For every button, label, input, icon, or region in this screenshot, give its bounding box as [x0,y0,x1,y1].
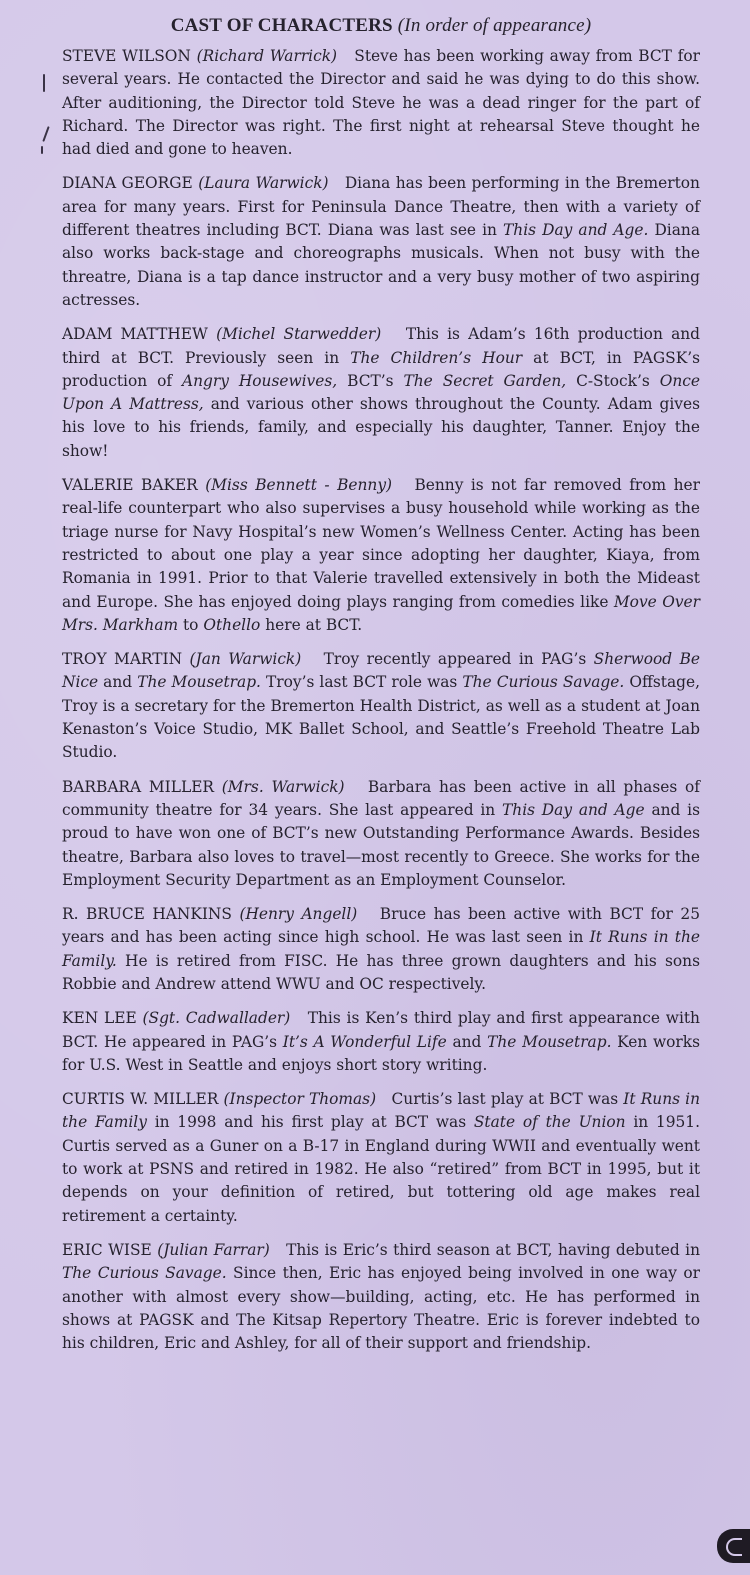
bio-bruce-hankins [62,903,700,996]
bio-eric-wise [62,1239,700,1355]
bio-text: Ken works for U.S. West in Seattle and enjoys short story writing. [62,1032,701,1074]
show-title: Angry Housewives, [181,371,338,390]
bio-text: in 1951. Curtis served as a Guner on a B-17 in England during WWII and eventually went to work at PSNS and retired in 1982. He also “retired” from BCT in 1995, but it depends on your definition of retired, but tottering old age makes real retirement a certainty. [62,1113,700,1225]
show-title: It’s A Wonderful Life [282,1032,447,1051]
bio-text: to [178,615,204,634]
character-name: (Mrs. Warwick) [221,777,345,796]
actor-name: BARBARA MILLER [62,777,215,796]
bio-text: He is retired from FISC. He has three grown daughters and his sons Robbie and Andrew attend WWU and OC respectively. [62,951,700,993]
bio-text: Troy recently appeared in PAG’s [323,650,594,669]
show-title: State of the Union [473,1113,626,1132]
character-name: (Sgt. Cadwallader) [142,1009,291,1028]
show-title: The Curious Savage. [462,673,625,692]
bio-text: at BCT, in PAGSK’s production of [62,348,700,390]
character-name: (Julian Farrar) [157,1240,270,1259]
character-name: (Inspector Thomas) [223,1090,377,1109]
show-title: The Mousetrap. [137,673,261,692]
show-title: It Runs in the Family [62,1090,700,1132]
page-title [62,14,700,38]
bio-text: and [98,673,138,692]
character-name: (Michel Starwedder) [216,325,382,344]
bio-text: Bruce has been active with BCT for 25 years and has been acting since high school. He was last seen in [62,905,700,947]
bio-curtis-miller [62,1088,700,1228]
bio-text: Since then, Eric has enjoyed being involved in one way or another with almost every show—building, acting, etc. He has performed in shows at PAGSK and The Kitsap Repertory Theatre. Eric is forever indebted to his children, Eric and Ashley, for all of their support and friendship. [62,1264,701,1353]
page-turn-icon [717,1529,750,1563]
show-title: This Day and Age [502,800,645,819]
show-title: Once Upon A Mattress, [62,371,700,414]
actor-name: ADAM MATTHEW [62,325,208,344]
actor-name: TROY MARTIN [62,650,183,669]
actor-name: CURTIS W. MILLER [62,1090,219,1109]
character-name: (Henry Angell) [239,905,358,924]
show-title: It Runs in the Family. [62,928,700,970]
cast-list [62,14,700,1366]
bio-valerie-baker [62,474,700,637]
bio-text: in 1998 and his first play at BCT was [146,1113,474,1132]
bio-steve-wilson [62,45,700,161]
title-subtitle: (In order of appearance) [397,15,592,36]
bio-text: Curtis’s last play at BCT was [391,1090,624,1109]
actor-name: VALERIE BAKER [62,476,198,495]
show-title: The Secret Garden, [403,371,567,390]
show-title: This Day and Age. [503,221,649,240]
bio-text: Steve has been working away from BCT for several years. He contacted the Director and said he was dying to do this show. After auditioning, the Director told Steve he was a dead ringer for the part of Richard. The Director was right. The first night at rehearsal Steve thought he had died and gone to heaven. [62,47,700,159]
actor-name: KEN LEE [62,1009,137,1028]
bio-diana-george [62,172,700,312]
actor-name: DIANA GEORGE [62,174,193,193]
show-title: The Children’s Hour [350,348,523,367]
title-text: CAST OF CHARACTERS [170,15,393,36]
bio-ken-lee [62,1007,700,1077]
character-name: (Richard Warrick) [196,47,338,65]
bio-troy-martin [62,648,700,764]
bio-text: Benny is not far removed from her real-life counterpart who also supervises a busy household while working as the triage nurse for Navy Hospital’s new Women’s Wellness Center. Acting has been restricted to about one play a year since adopting her daughter, Kiaya, from Romania in 1991. Prior to that Valerie travelled extensively in both the Mideast and Europe. She has enjoyed doing plays ranging from comedies like [62,476,700,611]
bio-adam-matthew [62,323,700,463]
show-title: The Mousetrap. [487,1032,612,1051]
bio-text: Diana has been performing in the Bremerton area for many years. First for Peninsula Dance Theatre, then with a variety of different theatres including BCT. Diana was last see in [62,174,700,240]
bio-barbara-miller [62,776,700,892]
actor-name: STEVE WILSON [62,47,191,65]
character-name: (Jan Warwick) [189,650,302,669]
bio-text: and various other shows throughout the County. Adam gives his love to his friends, family, and especially his daughter, Tanner. Enjoy the show! [62,395,700,460]
bio-text: here at BCT. [260,615,363,634]
bio-text: C-Stock’s [566,371,660,390]
character-name: (Laura Warwick) [198,174,329,193]
bio-text: This is Ken’s third play and first appearance with BCT. He appeared in PAG’s [62,1009,700,1051]
bio-text: and [446,1032,488,1051]
show-title: Othello [203,615,261,634]
bio-text: BCT’s [337,371,404,390]
bio-text: This is Eric’s third season at BCT, having debuted in [286,1240,700,1259]
actor-name: ERIC WISE [62,1240,152,1259]
actor-name: R. BRUCE HANKINS [62,905,232,924]
bio-text: This is Adam’s 16th production and third at BCT. Previously seen in [62,325,701,367]
bio-text: Diana also works back-stage and choreographs musicals. When not busy with the threatre, Diana is a tap dance instructor and a very busy mother of two aspiring actresses. [62,221,700,309]
bio-text: and is proud to have won one of BCT’s new Outstanding Performance Awards. Besides theatre, Barbara also loves to travel—most recently to Greece. She works for the Employment Security Department as an Employment Counselor. [62,800,700,889]
pen-marks [40,74,50,164]
show-title: Move Over Mrs. Markham [62,592,700,634]
character-name: (Miss Bennett - Benny) [205,476,393,495]
bio-text: Barbara has been active in all phases of community theatre for 34 years. She last appeared in [62,777,700,819]
show-title: The Curious Savage. [62,1264,227,1283]
show-title: Sherwood Be Nice [62,650,700,692]
bio-text: Troy’s last BCT role was [260,673,463,692]
bio-text: Offstage, Troy is a secretary for the Bremerton Health District, as well as a student at Joan Kenaston’s Voice Studio, MK Ballet School, and Seattle’s Freehold Theatre Lab Studio. [62,673,700,762]
